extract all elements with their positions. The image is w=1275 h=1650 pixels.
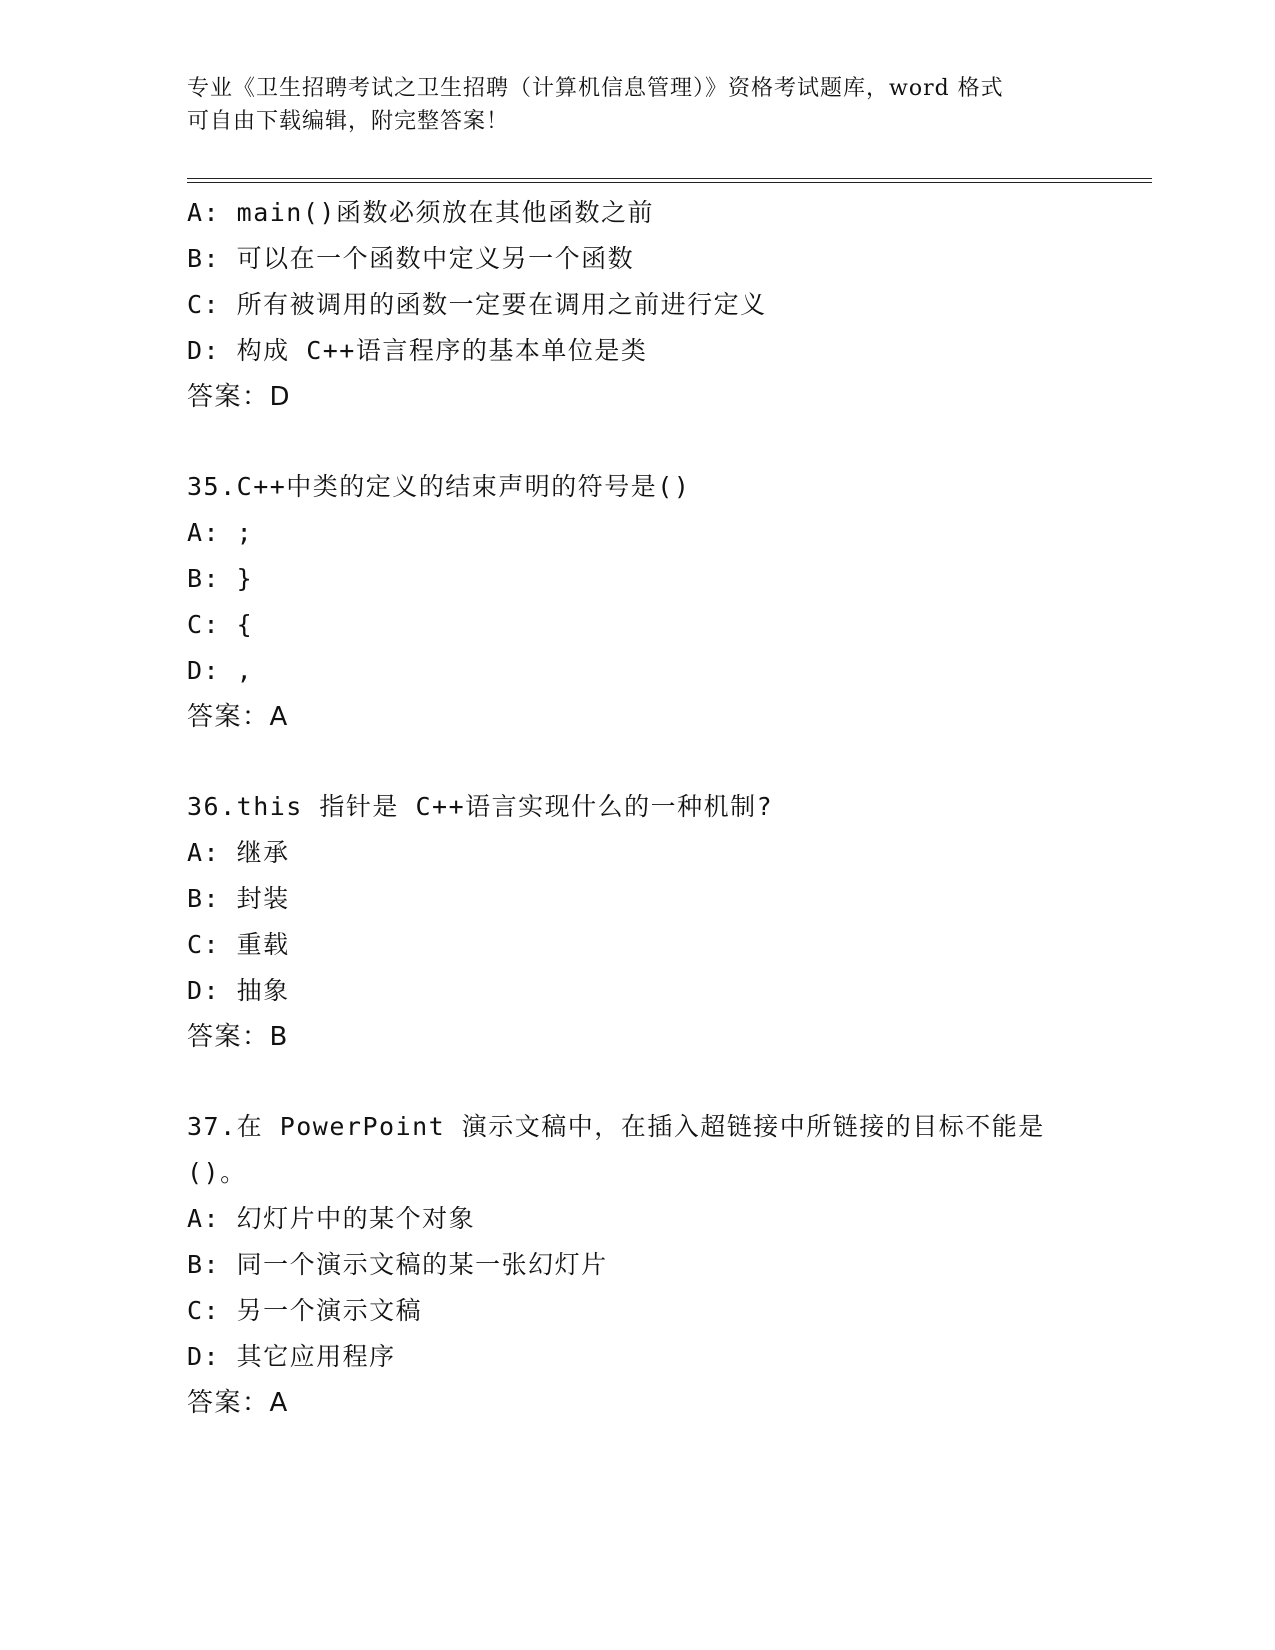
answer-label: 答案：D [187,382,292,412]
question-36 [187,784,1087,1060]
option-b: B: 封装 [187,884,290,913]
answer-label: 答案：B [187,1022,289,1052]
header-divider-bottom [187,182,1152,183]
option-d: D: , [187,656,254,685]
option-a: A: 继承 [187,838,290,867]
option-a: A: ; [187,518,254,547]
option-d: D: 抽象 [187,976,290,1005]
option-c: C: 另一个演示文稿 [187,1296,423,1325]
header-divider-top [187,178,1152,179]
question-text-line-2: ()。 [187,1158,247,1187]
option-c: C: { [187,610,254,639]
answer-label: 答案：A [187,1388,289,1418]
question-37 [187,1104,1087,1426]
option-b: B: 可以在一个函数中定义另一个函数 [187,244,635,273]
option-b: B: } [187,564,254,593]
header-line-2: 可自由下载编辑，附完整答案！ [187,109,510,134]
option-c: C: 重载 [187,930,290,959]
option-b: B: 同一个演示文稿的某一张幻灯片 [187,1250,608,1279]
document-header [187,72,1087,138]
question-text: 36.this 指针是 C++语言实现什么的一种机制? [187,792,774,821]
option-d: D: 构成 C++语言程序的基本单位是类 [187,336,648,365]
spacer [187,420,1087,464]
header-line-1: 专业《卫生招聘考试之卫生招聘（计算机信息管理）》资格考试题库，word 格式 [187,76,1004,101]
question-34 [187,190,1087,420]
option-d: D: 其它应用程序 [187,1342,396,1371]
question-list [187,190,1087,1426]
spacer [187,740,1087,784]
spacer [187,1060,1087,1104]
question-text-line-1: 37.在 PowerPoint 演示文稿中，在插入超链接中所链接的目标不能是 [187,1112,1045,1141]
option-c: C: 所有被调用的函数一定要在调用之前进行定义 [187,290,767,319]
option-a: A: main()函数必须放在其他函数之前 [187,198,654,227]
question-text: 35.C++中类的定义的结束声明的符号是() [187,472,691,501]
question-35 [187,464,1087,740]
option-a: A: 幻灯片中的某个对象 [187,1204,476,1233]
answer-label: 答案：A [187,702,289,732]
